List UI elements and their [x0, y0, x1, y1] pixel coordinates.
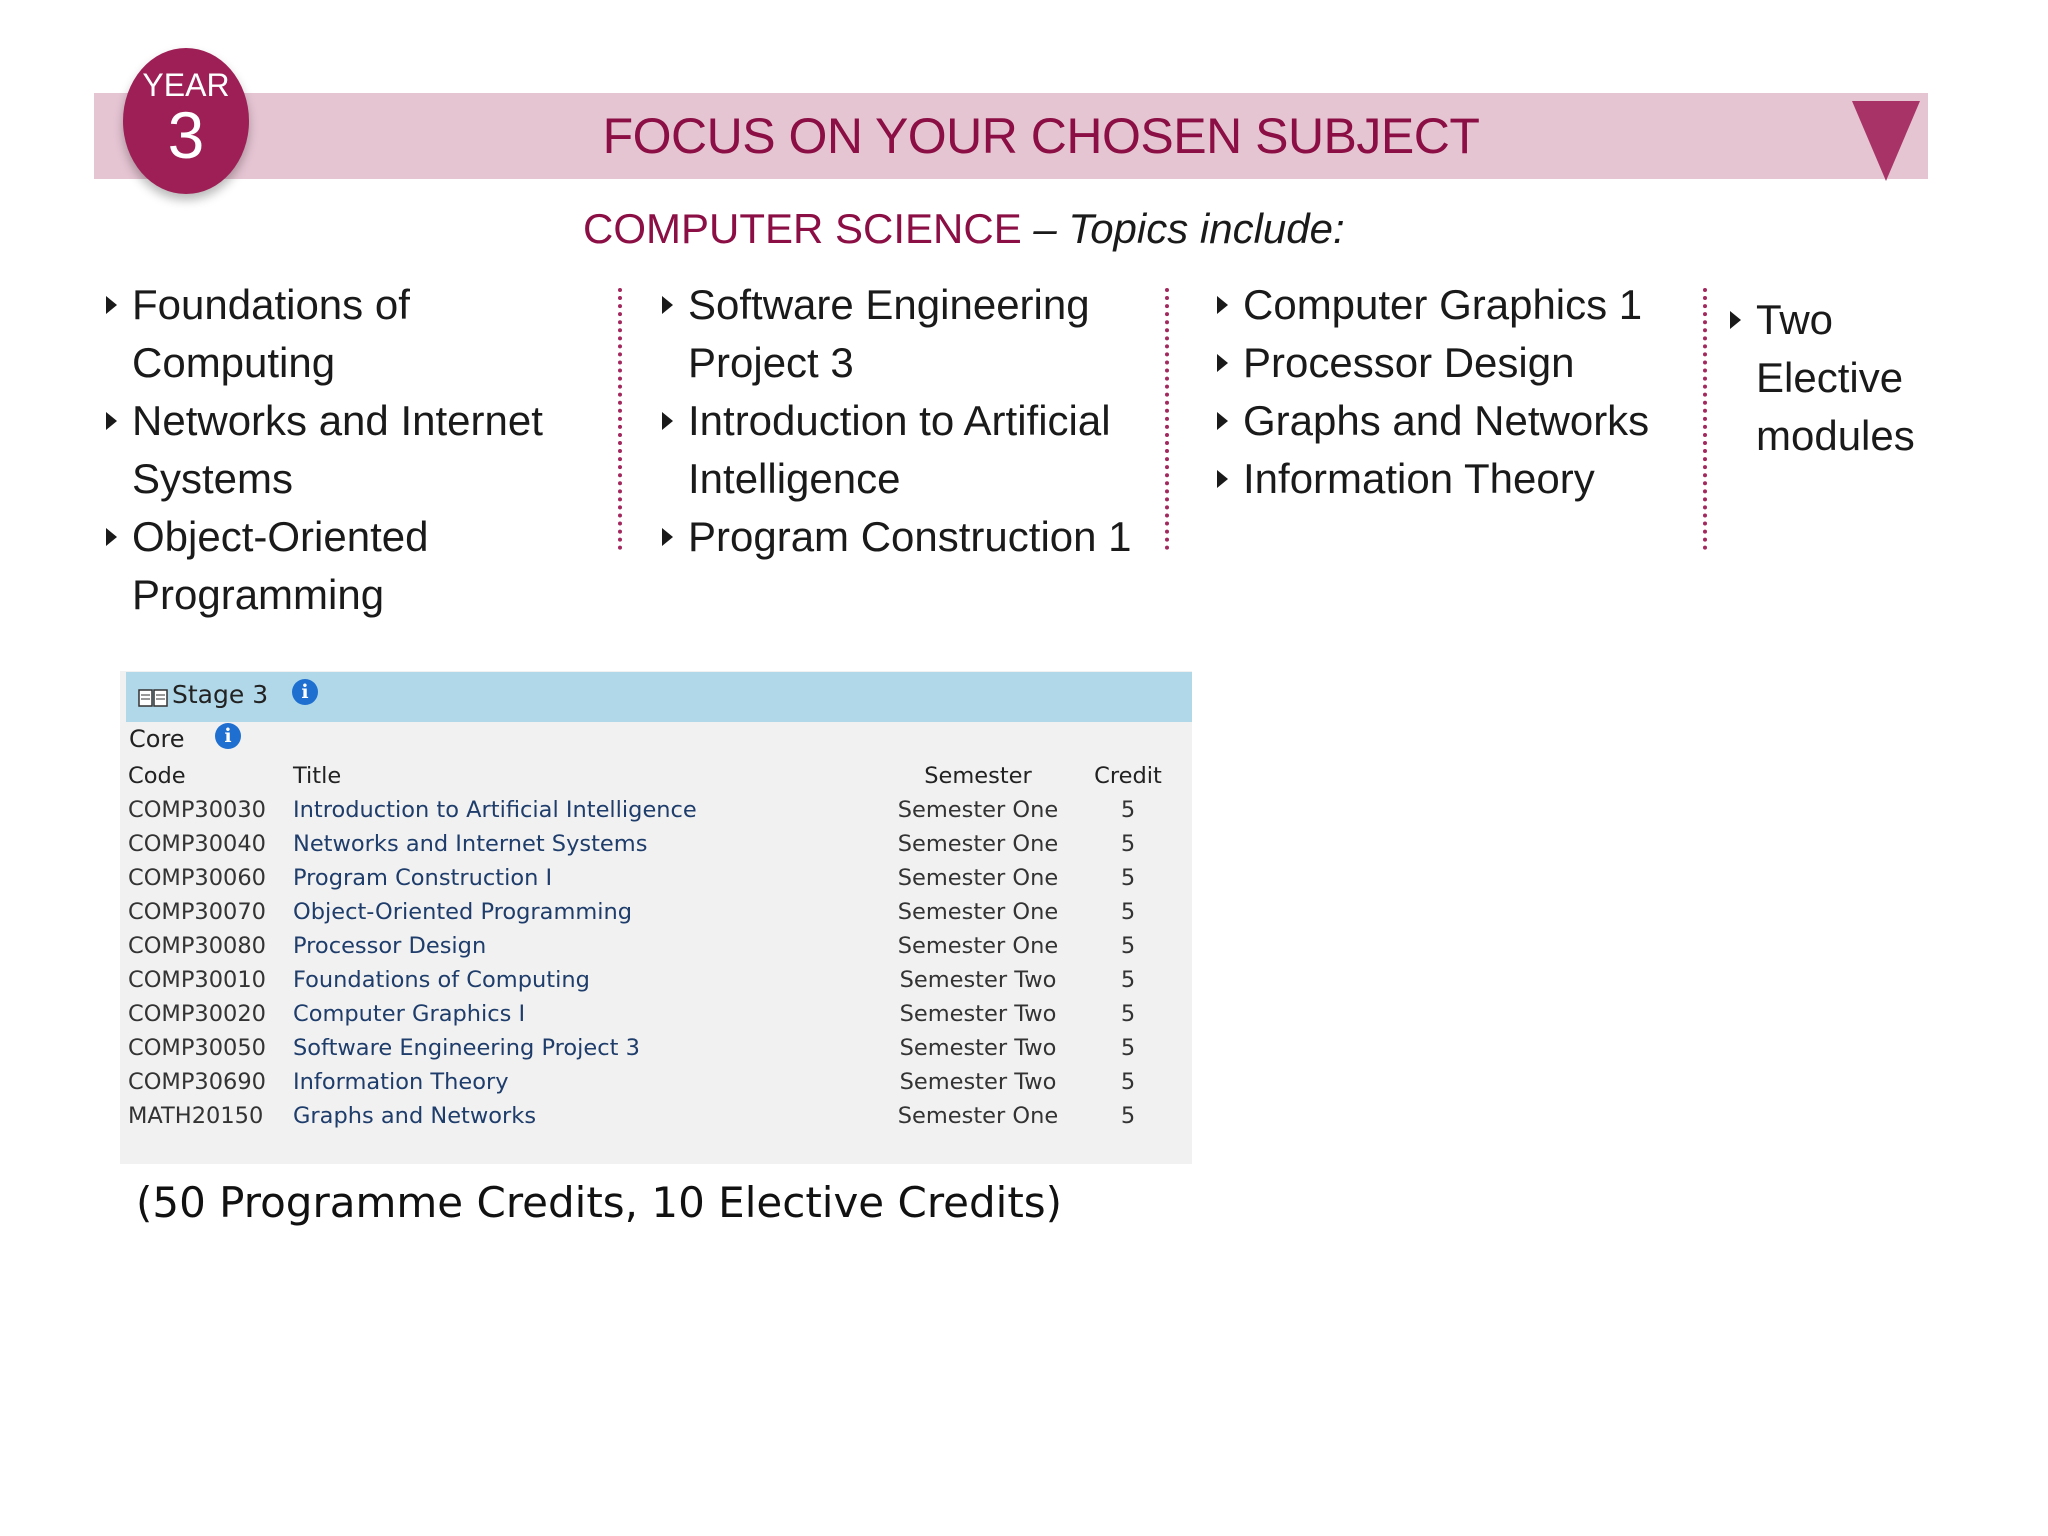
book-icon [138, 688, 168, 708]
stage-panel [120, 671, 1192, 1164]
credits-note: (50 Programme Credits, 10 Elective Credits) [136, 1178, 1063, 1227]
module-semester: Semester One [897, 865, 1059, 891]
column-divider [1165, 288, 1169, 550]
module-credit: 5 [1120, 1103, 1136, 1129]
subject-heading [583, 205, 1345, 253]
module-semester: Semester One [897, 831, 1059, 857]
table-row [128, 827, 1183, 861]
table-header-row [128, 759, 1183, 793]
topic-item: Software Engineering Project 3 [660, 276, 1180, 392]
table-row [128, 793, 1183, 827]
stage-header [126, 672, 1192, 722]
triangle-bullet-icon [1730, 311, 1741, 329]
triangle-bullet-icon [1217, 296, 1228, 314]
module-semester: Semester One [897, 1103, 1059, 1129]
module-credit: 5 [1120, 1069, 1136, 1095]
year-badge [123, 48, 249, 194]
module-credit: 5 [1120, 1035, 1136, 1061]
module-credit: 5 [1120, 933, 1136, 959]
topic-item: Information Theory [1215, 450, 1675, 508]
year-banner [94, 93, 1928, 179]
module-title[interactable]: Processor Design [293, 933, 487, 959]
topic-item: Networks and Internet Systems [104, 392, 604, 508]
triangle-bullet-icon [106, 296, 117, 314]
year-number: 3 [167, 98, 205, 172]
module-code: COMP30060 [128, 865, 266, 891]
table-row [128, 1065, 1183, 1099]
topic-column-3 [1215, 276, 1675, 508]
topic-item: Introduction to Artificial Intelligence [660, 392, 1180, 508]
module-code: COMP30040 [128, 831, 266, 857]
topic-item: Object-Oriented Programming [104, 508, 604, 624]
triangle-bullet-icon [1217, 354, 1228, 372]
module-semester: Semester One [897, 899, 1059, 925]
topic-item: Computer Graphics 1 [1215, 276, 1675, 334]
triangle-bullet-icon [662, 528, 673, 546]
module-title[interactable]: Foundations of Computing [293, 967, 590, 993]
stage-title[interactable]: Stage 3 [172, 680, 269, 709]
module-semester: Semester One [897, 797, 1059, 823]
module-semester: Semester Two [899, 967, 1057, 993]
subject-name: COMPUTER SCIENCE [583, 205, 1022, 252]
column-divider [618, 288, 622, 550]
column-header-credit: Credit [1094, 763, 1162, 789]
core-label: Core [129, 725, 185, 753]
module-credit: 5 [1120, 967, 1136, 993]
triangle-bullet-icon [1217, 412, 1228, 430]
table-row [128, 963, 1183, 997]
table-row [128, 997, 1183, 1031]
topic-column-2 [660, 276, 1180, 566]
column-divider [1703, 288, 1707, 550]
module-semester: Semester Two [899, 1001, 1057, 1027]
triangle-bullet-icon [662, 412, 673, 430]
topic-column-1 [104, 276, 604, 624]
subject-subtitle: – Topics include: [1021, 205, 1345, 252]
table-row [128, 929, 1183, 963]
module-code: COMP30050 [128, 1035, 266, 1061]
module-semester: Semester Two [899, 1069, 1057, 1095]
topic-item: Program Construction 1 [660, 508, 1180, 566]
topic-item: Two Elective modules [1728, 291, 1928, 465]
module-title[interactable]: Introduction to Artificial Intelligence [293, 797, 697, 823]
module-title[interactable]: Object-Oriented Programming [293, 899, 633, 925]
topic-column-4 [1728, 291, 1928, 465]
module-semester: Semester One [897, 933, 1059, 959]
module-title[interactable]: Program Construction I [293, 865, 553, 891]
column-header-title: Title [293, 763, 342, 789]
table-row [128, 895, 1183, 929]
module-title[interactable]: Networks and Internet Systems [293, 831, 648, 857]
info-icon[interactable]: i [215, 723, 241, 749]
module-credit: 5 [1120, 831, 1136, 857]
triangle-bullet-icon [1217, 470, 1228, 488]
module-credit: 5 [1120, 865, 1136, 891]
module-code: COMP30080 [128, 933, 266, 959]
table-row [128, 861, 1183, 895]
column-header-semester: Semester [924, 763, 1032, 789]
module-code: COMP30030 [128, 797, 266, 823]
triangle-bullet-icon [662, 296, 673, 314]
banner-title: FOCUS ON YOUR CHOSEN SUBJECT [602, 108, 1480, 164]
module-title[interactable]: Graphs and Networks [293, 1103, 537, 1129]
module-credit: 5 [1120, 1001, 1136, 1027]
modules-table [128, 759, 1183, 1133]
module-code: COMP30690 [128, 1069, 266, 1095]
module-title[interactable]: Information Theory [293, 1069, 509, 1095]
topic-item: Processor Design [1215, 334, 1675, 392]
column-header-code: Code [128, 763, 186, 789]
module-title[interactable]: Software Engineering Project 3 [293, 1035, 640, 1061]
info-icon[interactable]: i [292, 679, 318, 705]
module-code: COMP30070 [128, 899, 266, 925]
table-row [128, 1031, 1183, 1065]
topic-item: Foundations of Computing [104, 276, 604, 392]
module-code: COMP30020 [128, 1001, 266, 1027]
down-triangle-icon [1852, 101, 1920, 181]
module-semester: Semester Two [899, 1035, 1057, 1061]
triangle-bullet-icon [106, 412, 117, 430]
module-code: MATH20150 [128, 1103, 264, 1129]
topic-item: Graphs and Networks [1215, 392, 1675, 450]
module-credit: 5 [1120, 797, 1136, 823]
module-credit: 5 [1120, 899, 1136, 925]
module-code: COMP30010 [128, 967, 266, 993]
module-title[interactable]: Computer Graphics I [293, 1001, 526, 1027]
year-word: YEAR [142, 67, 230, 103]
table-row [128, 1099, 1183, 1133]
core-heading [129, 725, 232, 753]
triangle-bullet-icon [106, 528, 117, 546]
